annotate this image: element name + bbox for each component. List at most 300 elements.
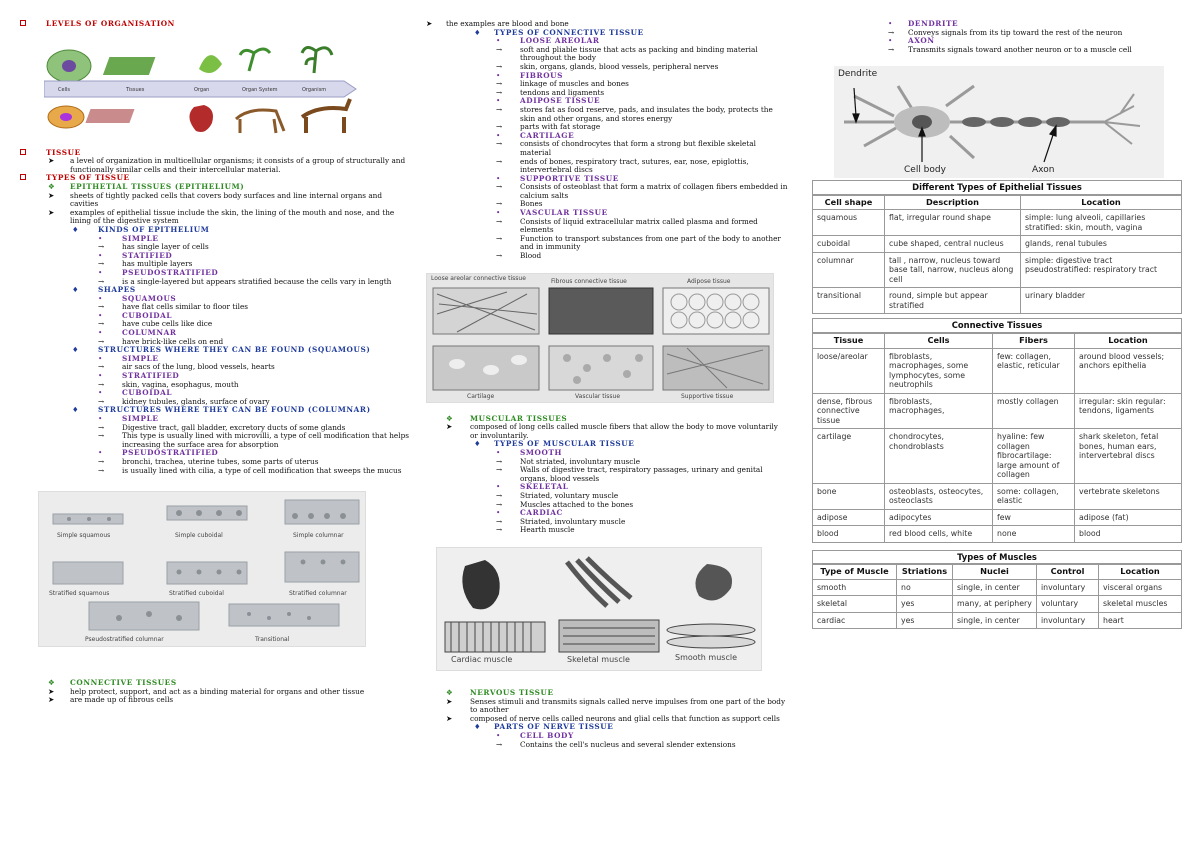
arrow-icon: →: [496, 87, 503, 97]
list-item: [424, 63, 788, 72]
arrow-icon: →: [496, 499, 503, 509]
list-item: [424, 741, 788, 750]
arrow-icon: →: [496, 61, 503, 71]
list-item-desc: skin, organs, glands, blood vessels, peripheral nerves: [520, 61, 719, 71]
table-cell: smooth: [813, 579, 897, 596]
table-header: Type of Muscle: [813, 565, 897, 580]
table-header: Striations: [897, 565, 953, 580]
table-cell: squamous: [813, 210, 885, 236]
list-item-desc: is usually lined with cilia, a type of cell modification that sweeps the mucus: [122, 465, 402, 475]
connective-heading: CONNECTIVE TISSUES: [70, 678, 177, 688]
table-cell: few: collagen, elastic, reticular: [993, 348, 1075, 393]
list-item: [18, 467, 410, 476]
nerve-parts-cont: [882, 20, 1188, 54]
list-item: [18, 363, 410, 372]
diamond-bullet-icon: ❖: [48, 678, 55, 688]
arrowhead-bullet-icon: ➤: [48, 190, 55, 200]
list-item-desc: tendons and ligaments: [520, 87, 605, 97]
table-cell: cuboidal: [813, 236, 885, 253]
ct-fig-label: Cartilage: [467, 392, 495, 400]
table-cell: round, simple but appear stratified: [885, 288, 1021, 314]
epi-fig-label: Simple columnar: [293, 532, 344, 540]
arrow-icon: →: [98, 276, 105, 286]
list-item-name: AXON: [908, 36, 935, 46]
dot-bullet-icon: •: [888, 19, 893, 28]
list-item-name: LOOSE AREOLAR: [520, 36, 600, 46]
list-item: [424, 46, 788, 63]
list-item-desc: soft and pliable tissue that acts as packing and binding material throughout the body: [520, 44, 758, 63]
arrow-icon: →: [496, 122, 503, 132]
table-cell: adipose (fat): [1075, 509, 1182, 526]
muscle-table-grid: [812, 564, 1182, 629]
arrowhead-bullet-icon: ➤: [48, 686, 55, 696]
table-cell: single, in center: [953, 612, 1037, 629]
arrowhead-bullet-icon: ➤: [446, 713, 453, 723]
list-item-desc: parts with fat storage: [520, 122, 601, 132]
arrow-icon: →: [496, 79, 503, 89]
list-item-desc: Transmits signals toward another neuron or to a muscle cell: [908, 44, 1132, 54]
diamond-small-icon: ♦: [72, 285, 79, 295]
arrow-icon: →: [496, 216, 503, 226]
level-label-0: Cells: [58, 86, 70, 93]
cont-line: the examples are blood and bone: [446, 19, 569, 28]
table-cell: tall , narrow, nucleus toward base tall, narrow, nucleus along cell: [885, 252, 1021, 288]
connective-tissue-figure: [426, 273, 774, 403]
table-cell: chondrocytes, chondroblasts: [885, 429, 993, 484]
table-cell: urinary bladder: [1021, 288, 1182, 314]
ct-fig-label: Supportive tissue: [681, 392, 734, 400]
kinds-heading-row: [18, 226, 410, 235]
epithelial-types-figure: [38, 491, 366, 647]
table-row: [813, 526, 1182, 543]
dot-bullet-icon: •: [98, 310, 103, 320]
dot-bullet-icon: •: [496, 448, 501, 457]
arrow-icon: →: [496, 516, 503, 526]
table-header: Location: [1021, 195, 1182, 210]
arrow-icon: →: [496, 739, 503, 749]
dot-bullet-icon: •: [98, 448, 103, 458]
list-item-desc: have brick-like cells on end: [122, 336, 224, 346]
list-item-desc: skin, vagina, esophagus, mouth: [122, 379, 239, 389]
ct-fig-label: Loose areolar connective tissue: [431, 274, 526, 282]
table-cell: blood: [1075, 526, 1182, 543]
levels-figure-art: [44, 39, 378, 137]
neuron-label-cell-body: Cell body: [904, 165, 946, 176]
ep-bullet: [18, 192, 410, 209]
diamond-bullet-icon: ❖: [446, 687, 453, 697]
list-item-desc: Muscles attached to the bones: [520, 499, 634, 509]
list-item-desc: have flat cells similar to floor tiles: [122, 302, 249, 312]
level-label-1: Tissues: [126, 86, 145, 93]
list-item-desc: ends of bones, respiratory tract, sutures, ear, nose, epiglottis, intervertebral discs: [520, 156, 749, 175]
list-item-desc: air sacs of the lung, blood vessels, hearts: [122, 362, 275, 372]
muscular-definition: composed of long cells called muscle fibers that allow the body to move voluntarily or involuntarily.: [470, 422, 778, 440]
list-item-desc: This type is usually lined with microvilli, a type of cell modification that helps increasing the surface area for absorption: [122, 431, 409, 449]
arrow-icon: →: [496, 182, 503, 192]
list-item-desc: Conveys signals from its tip toward the rest of the neuron: [908, 27, 1123, 37]
list-item-desc: Contains the cell's nucleus and several slender extensions: [520, 739, 736, 749]
neuron-label-axon: Axon: [1032, 165, 1055, 176]
table-cell: cardiac: [813, 612, 897, 629]
arrow-icon: →: [496, 44, 503, 54]
list-item: [18, 252, 410, 261]
list-item-name: STRATIFIED: [122, 371, 180, 381]
dot-bullet-icon: •: [98, 371, 103, 381]
table-row: [813, 252, 1182, 288]
table-cell: osteoblasts, osteocytes, osteoclasts: [885, 483, 993, 509]
diamond-small-icon: ♦: [474, 439, 481, 449]
ct-fig-label: Adipose tissue: [687, 277, 731, 285]
table-header: Fibers: [993, 334, 1075, 349]
list-item: [424, 252, 788, 261]
table-cell: voluntary: [1037, 596, 1099, 613]
list-item: [18, 235, 410, 244]
struct-sq-heading: STRUCTURES WHERE THEY CAN BE FOUND (SQUAMOUS): [98, 345, 371, 355]
list-item: [18, 303, 410, 312]
list-item-desc: Bones: [520, 199, 543, 209]
epi-fig-label: Simple cuboidal: [175, 532, 223, 540]
arrow-icon: →: [496, 233, 503, 243]
types-ct-heading: TYPES OF CONNECTIVE TISSUE: [494, 27, 644, 37]
arrow-icon: →: [98, 302, 105, 312]
nervous-heading: NERVOUS TISSUE: [470, 687, 554, 697]
epithelial-figure-art: [39, 492, 366, 647]
list-item-name: PSEUDOSTRATIFIED: [122, 267, 219, 277]
dot-bullet-icon: •: [496, 508, 501, 518]
table-cell: bone: [813, 483, 885, 509]
mt-types-list: [424, 449, 788, 535]
table-cell: many, at periphery: [953, 596, 1037, 613]
list-item-desc: have cube cells like dice: [122, 319, 213, 329]
table-header: Tissue: [813, 334, 885, 349]
dot-bullet-icon: •: [98, 328, 103, 338]
table-row: [813, 612, 1182, 629]
table-cell: skeletal: [813, 596, 897, 613]
shapes-heading-row: [18, 286, 410, 295]
shapes-heading: SHAPES: [98, 285, 136, 295]
list-item-desc: Not striated, involuntary muscle: [520, 456, 641, 466]
table-cell: yes: [897, 596, 953, 613]
list-item: [424, 80, 788, 89]
epithelial-table: [812, 180, 1182, 314]
epi-fig-label: Transitional: [255, 636, 290, 644]
arrow-icon: →: [98, 362, 105, 372]
arrow-icon: →: [496, 456, 503, 466]
table-header: Control: [1037, 565, 1099, 580]
epithelial-table-grid: [812, 195, 1182, 315]
table-cell: vertebrate skeletons: [1075, 483, 1182, 509]
dot-bullet-icon: •: [98, 267, 103, 277]
list-item-name: SIMPLE: [122, 233, 159, 243]
arrow-icon: →: [888, 27, 895, 37]
table-cell: single, in center: [953, 579, 1037, 596]
square-bullet-icon: [20, 149, 26, 155]
table-cell: cube shaped, central nucleus: [885, 236, 1021, 253]
table-cell: visceral organs: [1099, 579, 1182, 596]
list-item: [424, 526, 788, 535]
dot-bullet-icon: •: [496, 208, 501, 218]
muscle-table: [812, 550, 1182, 630]
arrow-icon: →: [98, 431, 105, 441]
list-item-name: SQUAMOUS: [122, 293, 177, 303]
list-item-name: STATIFIED: [122, 250, 173, 260]
connective-bullet-text: are made up of fibrous cells: [70, 695, 174, 705]
arrow-icon: →: [496, 156, 503, 166]
nervous-bullet-text: Senses stimuli and transmits signals called nerve impulses from one part of the body to another: [470, 696, 786, 715]
list-item-name: CARDIAC: [520, 508, 563, 518]
column-3: [812, 0, 1188, 629]
types-mt-heading-row: [424, 440, 788, 449]
table-cell: no: [897, 579, 953, 596]
dot-bullet-icon: •: [98, 233, 103, 243]
list-item-name: ADIPOSE TISSUE: [520, 96, 601, 106]
arrowhead-bullet-icon: ➤: [48, 695, 55, 705]
arrow-icon: →: [496, 490, 503, 500]
arrow-icon: →: [888, 44, 895, 54]
arrow-icon: →: [98, 242, 105, 252]
table-cell: fibroblasts, macrophages, some lymphocytes, some neutrophils: [885, 348, 993, 393]
list-item-name: SMOOTH: [520, 448, 562, 457]
table-row: [813, 288, 1182, 314]
table-cell: flat, irregular round shape: [885, 210, 1021, 236]
table-header: Cell shape: [813, 195, 885, 210]
list-item-desc: Striated, involuntary muscle: [520, 516, 626, 526]
list-item-name: CELL BODY: [520, 730, 574, 740]
level-label-4: Organism: [302, 86, 327, 93]
arrow-icon: →: [98, 456, 105, 466]
table-cell: few: [993, 509, 1075, 526]
ct-fig-label: Fibrous connective tissue: [551, 277, 627, 285]
table-cell: irregular: skin regular: tendons, ligaments: [1075, 393, 1182, 429]
table-cell: red blood cells, white: [885, 526, 993, 543]
tissue-def-row: [18, 157, 410, 174]
list-item-desc: is a single-layered but appears stratified because the cells vary in length: [122, 276, 392, 286]
list-item: [424, 466, 788, 483]
muscular-heading: MUSCULAR TISSUES: [470, 413, 568, 423]
list-item-desc: Function to transport substances from one part of the body to another and in immunity: [520, 233, 781, 252]
arrow-icon: →: [496, 199, 503, 209]
table-cell: involuntary: [1037, 579, 1099, 596]
epi-fig-label: Stratified cuboidal: [169, 590, 224, 598]
arrowhead-bullet-icon: ➤: [446, 696, 453, 706]
epi-fig-label: Stratified columnar: [289, 590, 347, 598]
table-row: [813, 393, 1182, 429]
table-cell: shark skeleton, fetal bones, human ears, intervertebral discs: [1075, 429, 1182, 484]
table-cell: adipocytes: [885, 509, 993, 526]
list-item-name: CUBOIDAL: [122, 388, 173, 398]
table-cell: adipose: [813, 509, 885, 526]
levels-heading-row: [18, 20, 410, 29]
table-cell: blood: [813, 526, 885, 543]
list-item-desc: has single layer of cells: [122, 242, 209, 252]
table-cell: loose/areolar: [813, 348, 885, 393]
tissue-heading: TISSUE: [46, 147, 81, 157]
list-item-name: SIMPLE: [122, 353, 159, 363]
table-cell: simple: lung alveoli, capillaries stratified: skin, mouth, vagina: [1021, 210, 1182, 236]
dot-bullet-icon: •: [496, 36, 501, 46]
connective-table-grid: [812, 333, 1182, 543]
list-item: [18, 432, 410, 449]
level-label-3: Organ System: [242, 86, 278, 93]
table-cell: fibroblasts, macrophages,: [885, 393, 993, 429]
parts-heading-row: [424, 723, 788, 732]
arrow-icon: →: [98, 379, 105, 389]
list-item-desc: Digestive tract, gall bladder, excretory ducts of some glands: [122, 422, 346, 432]
dot-bullet-icon: •: [496, 70, 501, 80]
dot-bullet-icon: •: [98, 250, 103, 260]
list-item-desc: linkage of muscles and bones: [520, 79, 629, 89]
column-2: [424, 0, 788, 749]
list-item: [424, 89, 788, 98]
types-mt-heading: TYPES OF MUSCULAR TISSUE: [494, 439, 635, 449]
list-item-name: FIBROUS: [520, 70, 564, 80]
ct-fig-label: Vascular tissue: [575, 392, 621, 400]
mt-fig-label: Skeletal muscle: [567, 654, 630, 664]
diamond-small-icon: ♦: [72, 345, 79, 355]
table-header: Location: [1075, 334, 1182, 349]
epithelial-heading: EPITHETIAL TISSUES (EPITHELIUM): [70, 181, 245, 191]
table-header: Nuclei: [953, 565, 1037, 580]
arrow-icon: →: [496, 104, 503, 114]
list-item-desc: Hearth muscle: [520, 525, 575, 535]
struct-col-heading-row: [18, 406, 410, 415]
diamond-bullet-icon: ❖: [446, 413, 453, 423]
ep-bullet: [18, 209, 410, 226]
list-item: [424, 501, 788, 510]
muscle-types-figure: [436, 547, 762, 671]
list-item: [882, 46, 1188, 55]
list-item-desc: consists of chondrocytes that form a strong but flexible skeletal material: [520, 139, 756, 157]
ep-bullet-text: sheets of tightly packed cells that covers body surfaces and line internal organs and cavities: [70, 190, 383, 209]
list-item-desc: has multiple layers: [122, 259, 193, 269]
dot-bullet-icon: •: [496, 730, 501, 740]
list-item: [18, 312, 410, 321]
tissue-definition: a level of organization in multicellular organisms; it consists of a group of structurally and functionally similar cells and their intercellular material.: [70, 156, 406, 174]
list-item-name: SKELETAL: [520, 482, 569, 492]
list-item: [18, 381, 410, 390]
dot-bullet-icon: •: [496, 130, 501, 140]
list-item-desc: stores fat as food reserve, pads, and insulates the body, protects the skin and other organs, and stores energy: [520, 104, 773, 123]
dot-bullet-icon: •: [888, 36, 893, 46]
table-cell: involuntary: [1037, 612, 1099, 629]
list-item: [424, 158, 788, 175]
column-1: [18, 0, 410, 705]
table-cell: simple: digestive tract pseudostratified: respiratory tract: [1021, 252, 1182, 288]
types-heading: TYPES OF TISSUE: [46, 173, 130, 183]
arrowhead-bullet-icon: ➤: [426, 19, 433, 28]
dot-bullet-icon: •: [98, 353, 103, 363]
table-cell: around blood vessels; anchors epithelia: [1075, 348, 1182, 393]
connective-figure-art: [427, 274, 774, 403]
level-label-2: Organ: [194, 86, 210, 93]
table-row: [813, 348, 1182, 393]
neuron-figure: [834, 66, 1164, 178]
list-item-name: SUPPORTIVE TISSUE: [520, 173, 619, 183]
list-item-desc: Walls of digestive tract, respiratory passages, urinary and genital organs, blood vessels: [520, 465, 763, 483]
ct-types-list: [424, 37, 788, 260]
arrowhead-bullet-icon: ➤: [48, 156, 55, 166]
neuron-label-dendrite: Dendrite: [838, 69, 878, 80]
diamond-small-icon: ♦: [72, 224, 79, 234]
connective-bullet-text: help protect, support, and act as a binding material for organs and other tissue: [70, 686, 365, 696]
arrow-icon: →: [98, 319, 105, 329]
arrow-icon: →: [98, 336, 105, 346]
list-item-name: VASCULAR TISSUE: [520, 208, 608, 218]
list-item: [424, 518, 788, 527]
table-row: [813, 579, 1182, 596]
struct-col-heading: STRUCTURES WHERE THEY CAN BE FOUND (COLUMNAR): [98, 405, 371, 415]
list-item: [424, 235, 788, 252]
dot-bullet-icon: •: [496, 96, 501, 106]
table-header: Description: [885, 195, 1021, 210]
dot-bullet-icon: •: [98, 293, 103, 303]
table-row: [813, 596, 1182, 613]
ep-bullet-text: examples of epithelial tissue include the skin, the lining of the mouth and nose, and the lining of the digestive system: [70, 207, 395, 226]
list-item: [424, 123, 788, 132]
dot-bullet-icon: •: [496, 482, 501, 492]
arrow-icon: →: [98, 396, 105, 406]
list-item-name: CUBOIDAL: [122, 310, 173, 320]
table-cell: none: [993, 526, 1075, 543]
table-row: [813, 236, 1182, 253]
list-item-name: DENDRITE: [908, 19, 959, 28]
levels-heading: LEVELS OF ORGANISATION: [46, 19, 175, 28]
table-header: Cells: [885, 334, 993, 349]
arrow-icon: →: [496, 465, 503, 475]
arrow-icon: →: [496, 525, 503, 535]
list-item-name: COLUMNAR: [122, 328, 177, 338]
table-cell: glands, renal tubules: [1021, 236, 1182, 253]
table-row: [813, 210, 1182, 236]
list-item: [18, 320, 410, 329]
square-bullet-icon: [20, 20, 26, 26]
table-cell: some: collagen, elastic: [993, 483, 1075, 509]
table-cell: mostly collagen: [993, 393, 1075, 429]
list-item-desc: Blood: [520, 251, 542, 261]
diamond-bullet-icon: ❖: [48, 181, 55, 191]
list-item-desc: kidney tubules, glands, surface of ovary: [122, 396, 270, 406]
table-cell: transitional: [813, 288, 885, 314]
diamond-small-icon: ♦: [474, 722, 481, 732]
struct-sq-heading-row: [18, 346, 410, 355]
list-item: [424, 106, 788, 123]
table-cell: yes: [897, 612, 953, 629]
list-item-desc: bronchi, trachea, uterine tubes, some parts of uterus: [122, 456, 319, 466]
table-cell: dense, fibrous connective tissue: [813, 393, 885, 429]
epi-fig-label: Simple squamous: [57, 532, 111, 540]
mt-fig-label: Cardiac muscle: [451, 654, 513, 664]
table-header: Location: [1099, 565, 1182, 580]
table-cell: skeletal muscles: [1099, 596, 1182, 613]
muscle-table-title: Types of Muscles: [812, 550, 1182, 565]
arrowhead-bullet-icon: ➤: [446, 422, 453, 432]
list-item-desc: Consists of liquid extracellular matrix called plasma and formed elements: [520, 216, 758, 235]
table-cell: hyaline: few collagen fibrocartilage: large amount of collagen: [993, 429, 1075, 484]
connective-table-title: Connective Tissues: [812, 318, 1182, 333]
table-cell: heart: [1099, 612, 1182, 629]
nervous-bullet-text: composed of nerve cells called neurons and glial cells that function as support cells: [470, 713, 780, 723]
dot-bullet-icon: •: [98, 414, 103, 423]
neuron-figure-art: [834, 66, 1164, 178]
table-row: [813, 483, 1182, 509]
list-item: [424, 218, 788, 235]
list-item-desc: Striated, voluntary muscle: [520, 490, 619, 500]
table-row: [813, 509, 1182, 526]
types-ct-heading-row: [424, 29, 788, 38]
connective-bullet: [18, 696, 410, 705]
muscular-def-row: [424, 423, 788, 440]
epi-fig-label: Pseudostratified columnar: [85, 636, 164, 644]
